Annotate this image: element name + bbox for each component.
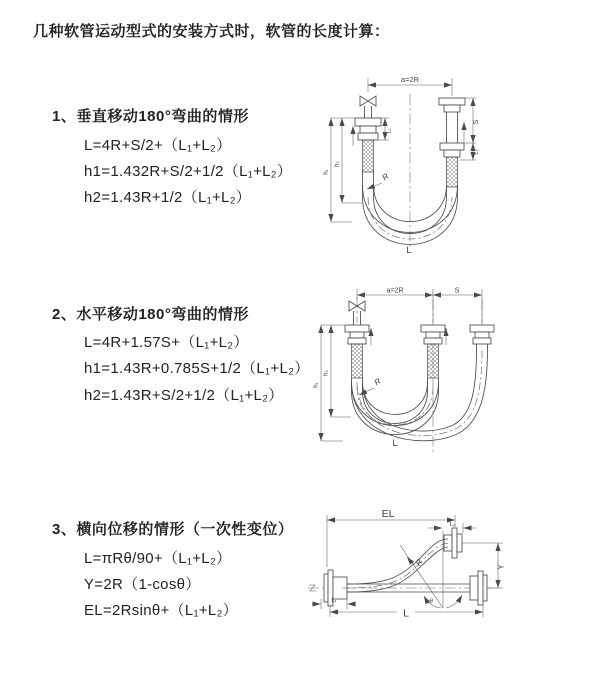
middle-flange — [421, 325, 445, 344]
dim-h1-label: h₁ — [323, 169, 330, 175]
diagram-horizontal-180-bend — [313, 283, 598, 473]
section-3-formula-L: L=πRθ/90+（L₁+L₂） — [84, 550, 232, 567]
dim-el-label: EL — [381, 508, 395, 520]
section-2-formula-h1: h1=1.43R+0.785S+1/2（L₁+L₂） — [84, 360, 310, 377]
right-flange — [470, 571, 487, 605]
braid-section — [352, 344, 363, 378]
section-1-formula-h2: h2=1.43R+1/2（L₁+L₂） — [84, 189, 252, 206]
section-3-heading: 3、横向位移的情形（一次性变位） — [52, 521, 294, 538]
dim-r-label: R — [413, 557, 425, 568]
dim-h1-label: h₁ — [313, 382, 320, 388]
right-flange — [470, 325, 494, 344]
dim-l2-label: L₂ — [449, 522, 456, 528]
hose-u-bend-shifted — [352, 347, 488, 441]
dim-y-label: Y — [496, 564, 506, 570]
section-1-formula-L: L=4R+S/2+（L₁+L₂） — [84, 137, 232, 154]
dim-l2-label: L₂ — [474, 149, 480, 155]
section-3-formula-Y: Y=2R（1-cosθ） — [84, 576, 201, 593]
dim-h2-label: h₂ — [334, 161, 341, 167]
section-1-formula-h1: h1=1.432R+S/2+1/2（L₁+L₂） — [84, 163, 293, 180]
dim-h2-label: h₂ — [323, 370, 330, 376]
page-title: 几种软管运动型式的安装方式时，软管的长度计算： — [33, 23, 390, 40]
dim-l-label: L — [406, 245, 412, 256]
dim-l1-label: L₁ — [386, 128, 393, 134]
right-flange-lower — [440, 143, 464, 157]
dim-l-label: L — [403, 607, 409, 620]
section-2-heading: 2、水平移动180°弯曲的情形 — [52, 306, 249, 323]
section-2-formula-L: L=4R+1.57S+（L₁+L₂） — [84, 334, 249, 351]
dim-l-label: L — [392, 438, 398, 448]
dim-theta-label: θ — [429, 598, 433, 605]
diagram-lateral-displacement — [300, 505, 600, 660]
dim-s-label: S — [454, 287, 460, 295]
dim-r-label: R — [372, 376, 383, 388]
valve-icon — [360, 96, 376, 106]
dim-r-label: R — [380, 171, 391, 183]
theta-arc-right — [446, 595, 462, 608]
right-flange-upper — [439, 98, 465, 112]
left-flange — [345, 325, 369, 344]
braid-section — [363, 140, 374, 172]
braid-section — [447, 157, 458, 187]
dim-s-label: S — [473, 119, 480, 125]
dim-l1-label: L₁ — [331, 598, 337, 604]
section-3-formula-EL: EL=2Rsinθ+（L₁+L₂） — [84, 602, 238, 619]
left-flange — [355, 118, 381, 140]
dim-a2r-label: a=2R — [386, 287, 404, 295]
braid-section — [428, 344, 439, 378]
diagram-vertical-180-bend — [318, 72, 588, 258]
section-1-heading: 1、垂直移动180°弯曲的情形 — [52, 108, 249, 125]
dim-a2r-label: a=2R — [400, 75, 420, 84]
section-2-formula-h2: h2=1.43R+S/2+1/2（L₁+L₂） — [84, 387, 284, 404]
